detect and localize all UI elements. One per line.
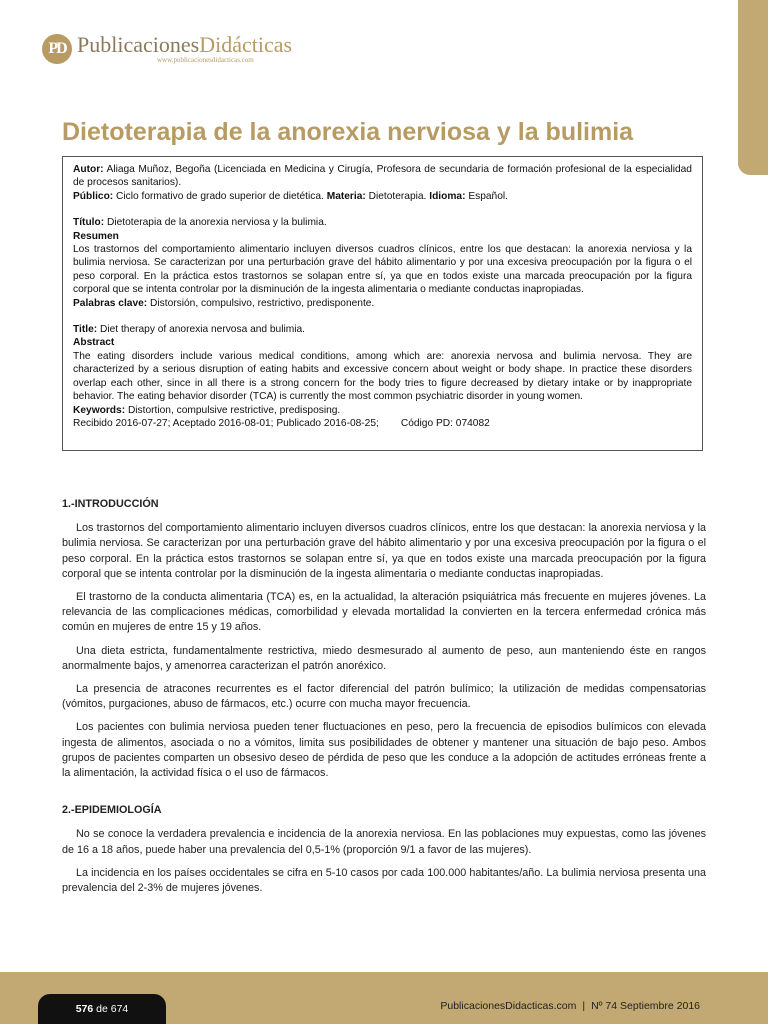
logo-url: www.publicacionesdidacticas.com — [157, 56, 254, 64]
logo-name: PublicacionesDidácticas — [77, 32, 293, 57]
paragraph: Una dieta estricta, fundamentalmente restrictiva, miedo desmesurado al aumento de peso, aun manteniendo éste en rangos anormalmente bajos, y amenorrea caracterizan el patrón anoréxico. — [62, 644, 706, 672]
palabras-clave-line: Palabras clave: Distorsión, compulsivo, restrictivo, predisponente. — [73, 297, 375, 309]
spanish-title-line: Título: Dietoterapia de la anorexia nerviosa y la bulimia. — [73, 217, 327, 229]
paragraph: La presencia de atracones recurrentes es el factor diferencial del patrón bulímico; la utilización de medidas compensatorias (vómitos, purgaciones, abuso de fármacos, etc.) ocurre con mucha mayor frecuencia. — [62, 683, 706, 711]
footer-publication-info: PublicacionesDidacticas.com | Nº 74 Septiembre 2016 — [440, 1000, 700, 1012]
paragraph: Los pacientes con bulimia nerviosa pueden tener fluctuaciones en peso, pero la frecuencia de episodios bulímicos con elevada ingesta de alimentos, asociada o no a vómitos, limita sus posibilidades de obtener y mantener una situación de bajo peso. Ambos grupos de pacientes comparten un obsesivo deseo de pérdida de peso que les conduce a la adopción de actitudes erróneas frente a la alimentación, la actividad física o el uso de fármacos. — [62, 721, 706, 780]
footer-issue: Nº 74 Septiembre 2016 — [591, 1000, 700, 1012]
current-page: 576 — [75, 1003, 94, 1015]
article-title: Dietoterapia de la anorexia nerviosa y la bulimia — [62, 118, 634, 146]
pd-code: Código PD: 074082 — [400, 417, 490, 429]
section-heading-introduccion: 1.-INTRODUCCIÓN — [62, 498, 159, 510]
publication-dates: Recibido 2016-07-27; Aceptado 2016-08-01; Publicado 2016-08-25; Código PD: 074082 — [73, 417, 490, 429]
section-heading-epidemiologia: 2.-EPIDEMIOLOGÍA — [62, 804, 162, 817]
paragraph: Los trastornos del comportamiento alimentario incluyen diversos cuadros clínicos, entre los que destacan: la anorexia nerviosa y la bulimia nerviosa. Se caracterizan por una perturbación grave del hábito alimentario y por una excesiva preocupación por la figura o el peso corporal. En la práctica estos trastornos se solapan entre sí, ya que en todos existe una marcada preocupación por la figura corporal que se intenta controlar por la disminución de la ingesta alimentaria o mediante conductas inapropiadas. — [62, 522, 706, 580]
resumen-text: Los trastornos del comportamiento alimentario incluyen diversos cuadros clínicos, entre los que destacan: la anorexia nerviosa y la bulimia nerviosa. Se caracterizan por una perturbación grave del hábito alimentario y por una excesiva preocupación por la figura o el peso corporal. En la práctica estos trastornos se solapan entre sí, ya que en todos existe una marcada preocupación por la figura corporal que se intenta controlar por la disminución de la ingesta alimentaria o mediante conductas inapropiadas. — [73, 244, 692, 296]
keywords-line: Keywords: Distortion, compulsive restrictive, predisposing. — [73, 404, 341, 416]
publisher-logo — [42, 34, 292, 64]
paragraph: La incidencia en los países occidentales se cifra en 5-10 casos por cada 100.000 habitantes/año. La bulimia nerviosa presenta una prevalencia del 2-3% de mujeres jóvenes. — [62, 866, 706, 895]
logo-mark: PD — [42, 34, 72, 64]
paragraph: El trastorno de la conducta alimentaria (TCA) es, en la actualidad, la alteración psiquiátrica más frecuente en mujeres jóvenes. La relevancia de las complicaciones médicas, comorbilidad y elevada mortalidad la convierten en la tercera enfermedad crónica más común en mujeres de entre 15 y 19 años. — [62, 591, 706, 634]
total-pages: de 674 — [96, 1003, 129, 1015]
english-title-line: Title: Diet therapy of anorexia nervosa and bulimia. — [73, 324, 305, 336]
abstract-heading: Abstract — [73, 337, 115, 349]
article-metadata-box — [62, 156, 703, 451]
side-tab-decoration — [738, 0, 768, 175]
abstract-text: The eating disorders include various medical conditions, among which are: anorexia nervosa and bulimia nervosa. They are characterized by a serious disruption of eating habits and excessive concern about weight or body shape. In practice these disorders overlap each other, since in all there is a strong concern for the body tries to figure decreased by dietary intake or by inappropriate behavior. The eating behavior disorder (TCA) is currently the most common psychiatric disorder in young women. — [73, 350, 692, 403]
resumen-heading: Resumen — [73, 230, 119, 242]
article-body — [62, 497, 706, 904]
audience-line: Público: Ciclo formativo de grado superior de dietética. Materia: Dietoterapia. Idioma: Español. — [73, 190, 508, 202]
author-line: Autor: Aliaga Muñoz, Begoña (Licenciada en Medicina y Cirugía, Profesora de secundaria de formación profesional de la especialidad de procesos sanitarios). — [73, 164, 692, 189]
paragraph: No se conoce la verdadera prevalencia e incidencia de la anorexia nerviosa. En las poblaciones muy expuestas, como las jóvenes de 16 a 18 años, puede haber una prevalencia del 0,5-1% (proporción 9/1 a favor de las mujeres). — [62, 828, 706, 856]
footer-site: PublicacionesDidacticas.com — [440, 1000, 577, 1012]
page-number-badge — [38, 994, 166, 1024]
